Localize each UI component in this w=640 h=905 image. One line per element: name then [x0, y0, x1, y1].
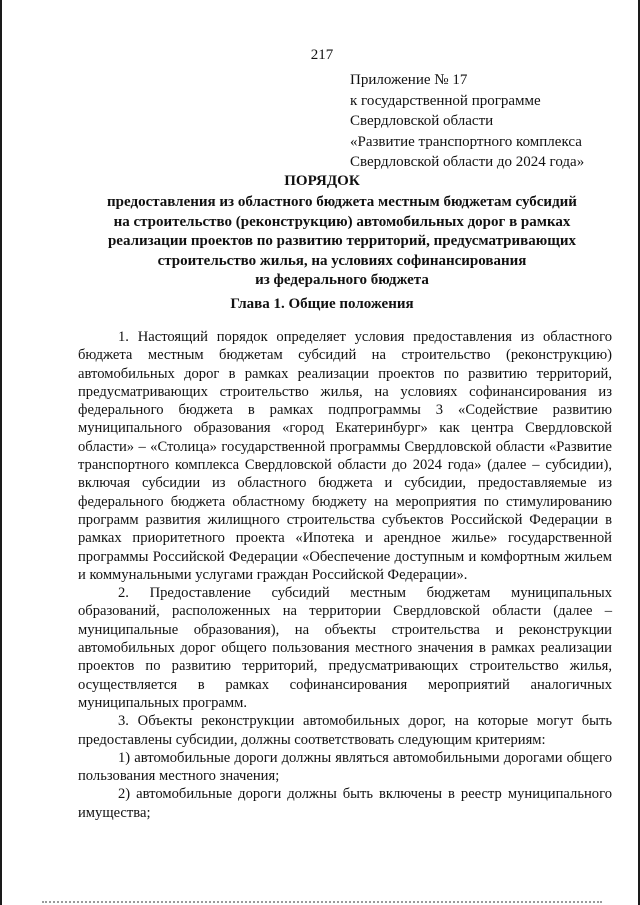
document-subtitle	[72, 193, 612, 291]
document-body	[78, 328, 612, 822]
chapter-heading: Глава 1. Общие положения	[230, 296, 414, 312]
page-number: 217	[310, 47, 334, 63]
appendix-line: к государственной программе	[350, 92, 541, 109]
paragraph-3: 3. Объекты реконструкции автомобильных дорог, на которые могут быть предоставлены субсидии, должны соответствовать следующим критериям:	[78, 713, 612, 748]
paragraph-3-item-2: 2) автомобильные дороги должны быть включены в реестр муниципального имущества;	[78, 786, 612, 821]
document-title: ПОРЯДОК	[284, 173, 360, 189]
paragraph-1: 1. Настоящий порядок определяет условия предоставления из областного бюджета местным бюджетам субсидий на строительство (реконструкцию) автомобильных дорог в рамках реализации проектов по развитию территорий, предусматривающих строительство жилья, на условиях софинансирования из федерального бюджета в рамках подпрограммы 3 «Содействие развитию муниципального образования «город Екатеринбург» как центра Свердловской области» – «Столица» государственной программы Свердловской области «Развитие транспортного комплекса Свердловской области до 2024 года» (далее – субсидии), включая субсидии из областного бюджета и субсидии, предоставляемые из федерального бюджета областному бюджету на мероприятия по стимулированию программ развития жилищного строительства субъектов Российской Федерации в рамках приоритетного проекта «Ипотека и арендное жилье» государственной программы Российской Федерации «Обеспечение доступным и комфортным жильем и коммунальными услугами граждан Российской Федерации».	[78, 329, 612, 583]
paragraph-3-item-1: 1) автомобильные дороги должны являться автомобильными дорогами общего пользования местного значения;	[78, 749, 612, 785]
appendix-line: Приложение № 17	[350, 72, 468, 88]
appendix-line: «Развитие транспортного комплекса	[350, 133, 582, 150]
appendix-line: Свердловской области	[350, 113, 494, 129]
subtitle-line: предоставления из областного бюджета местным бюджетам субсидий	[107, 194, 577, 210]
subtitle-line: на строительство (реконструкцию) автомобильных дорог в рамках	[113, 213, 571, 230]
appendix-line: Свердловской области до 2024 года»	[350, 154, 585, 170]
subtitle-line: реализации проектов по развитию территорий, предусматривающих	[107, 233, 577, 249]
subtitle-line: строительство жилья, на условиях софинансирования	[157, 252, 527, 269]
subtitle-line: из федерального бюджета	[255, 272, 429, 288]
page-bottom-edge	[42, 901, 602, 903]
paragraph-2: 2. Предоставление субсидий местным бюджетам муниципальных образований, расположенных на территории Свердловской области (далее – муниципальные образования), на объекты строительства и реконструкции автомобильных дорог общего пользования местного значения в рамках реализации проектов по развитию территорий, предусматривающих строительство жилья, осуществляется в рамках софинансирования мероприятий аналогичных муниципальных программ.	[78, 585, 612, 711]
appendix-block	[350, 70, 630, 173]
